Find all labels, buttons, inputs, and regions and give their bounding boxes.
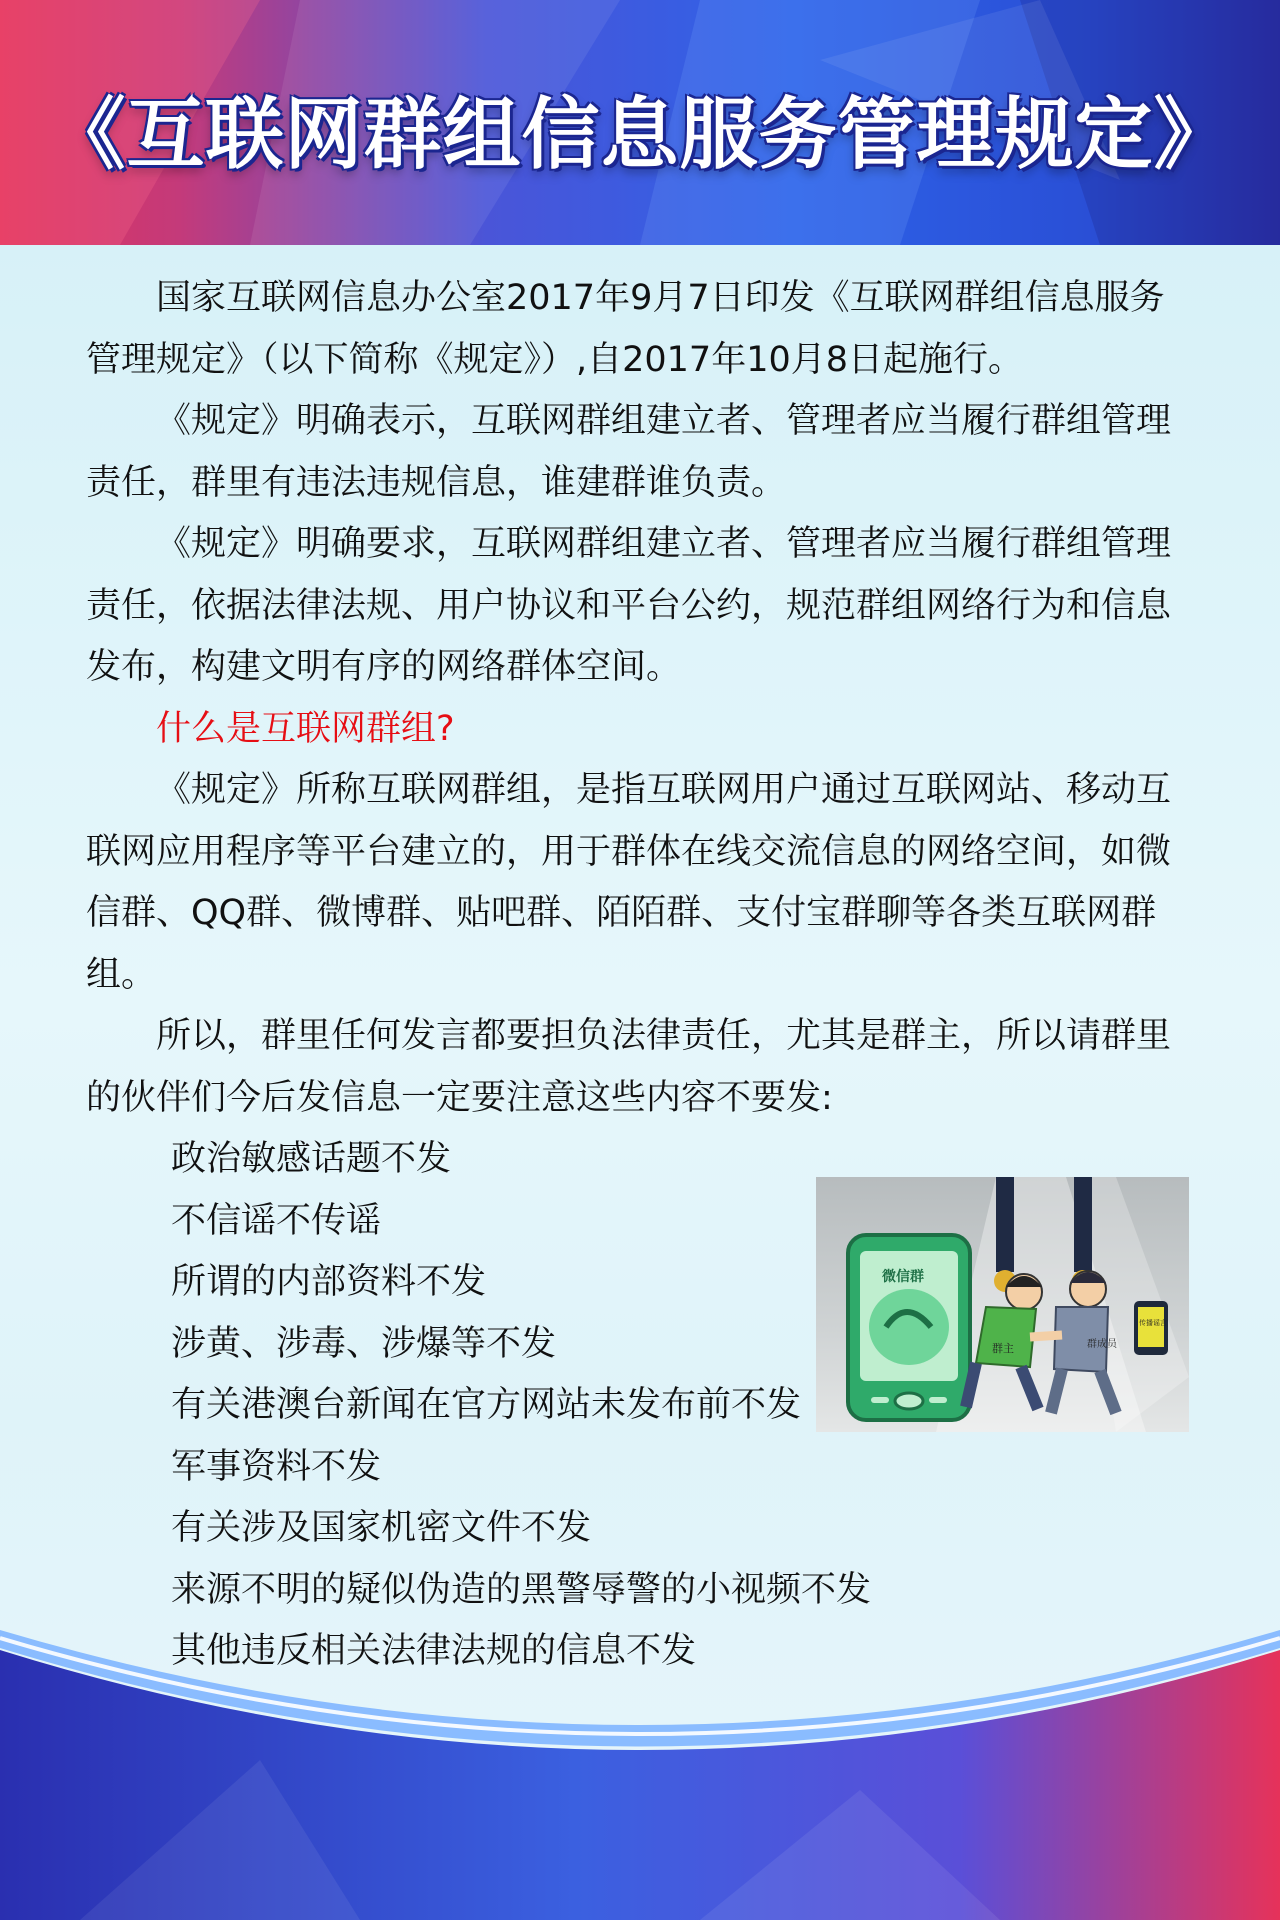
rule-item: 有关涉及国家机密文件不发 bbox=[171, 1508, 592, 1548]
rule-item: 涉黄、涉毒、涉爆等不发 bbox=[171, 1323, 557, 1364]
small-phone-icon bbox=[1134, 1301, 1168, 1355]
phone-icon bbox=[848, 1235, 970, 1420]
page-title: 《互联网群组信息服务管理规定》 bbox=[47, 90, 1233, 180]
paragraph-requirement: 《规定》明确要求，互联网群组建立者、管理者应当履行群组管理责任，依据法律法规、用户协议和平台公约，规范群组网络行为和信息发布，构建文明有序的网络群体空间。 bbox=[86, 524, 1172, 687]
small-phone-label: 传播谣言 bbox=[1139, 1319, 1167, 1327]
rule-item: 其他违反相关法律法规的信息不发 bbox=[171, 1631, 697, 1671]
rule-item: 不信谣不传谣 bbox=[171, 1200, 382, 1241]
paragraph-warning: 所以，群里任何发言都要担负法律责任，尤其是群主，所以请群里的伙伴们今后发信息一定要注意这些内容不要发: bbox=[86, 1016, 1172, 1118]
cartoon-illustration bbox=[816, 1177, 1189, 1432]
cartoon-drawing bbox=[816, 1177, 1189, 1432]
arm-left bbox=[996, 1177, 1014, 1272]
arm-right bbox=[1074, 1177, 1092, 1272]
subheading-what-is-group: 什么是互联网群组? bbox=[156, 708, 455, 749]
rule-item: 所谓的内部资料不发 bbox=[171, 1262, 487, 1302]
paragraph-definition: 《规定》所称互联网群组，是指互联网用户通过互联网站、移动互联网应用程序等平台建立的，用于群体在线交流信息的网络空间，如微信群、QQ群、微博群、贴吧群、陌陌群、支付宝群聊等各类互联网群组。 bbox=[86, 770, 1172, 995]
article-body bbox=[86, 268, 1196, 1683]
rule-item: 有关港澳台新闻在官方网站未发布前不发 bbox=[171, 1385, 802, 1425]
rule-item: 政治敏感话题不发 bbox=[171, 1139, 452, 1179]
phone-label: 微信群 bbox=[882, 1269, 924, 1285]
paragraph-responsibility: 《规定》明确表示，互联网群组建立者、管理者应当履行群组管理责任，群里有违法违规信息，谁建群谁负责。 bbox=[86, 401, 1172, 503]
rule-item: 来源不明的疑似伪造的黑警辱警的小视频不发 bbox=[171, 1569, 872, 1610]
paragraph-intro: 国家互联网信息办公室2017年9月7日印发《互联网群组信息服务管理规定》（以下简称《规定》）,自2017年10月8日起施行。 bbox=[86, 278, 1165, 380]
owner-label: 群主 bbox=[992, 1342, 1014, 1355]
member-label: 群成员 bbox=[1087, 1339, 1117, 1350]
rule-item: 军事资料不发 bbox=[171, 1446, 382, 1487]
